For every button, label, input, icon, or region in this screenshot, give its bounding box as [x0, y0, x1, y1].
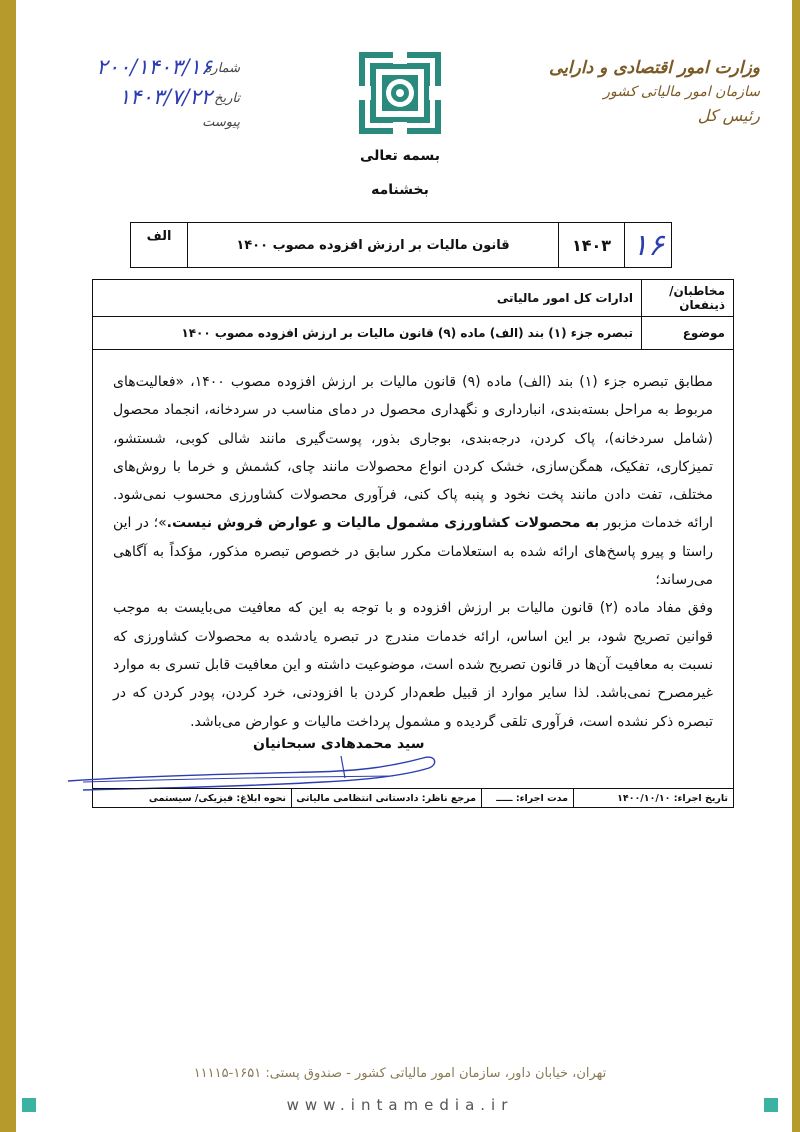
basmala: بسمه تعالی	[359, 148, 441, 164]
paragraph-1-text-end: »؛ در این راستا و پیرو پاسخ‌های ارائه شده به استعلامات مکرر سابق در خصوص تبصره مذکور، مؤکداً به آگاهی می‌رساند؛	[113, 515, 713, 589]
letter-meta	[60, 55, 240, 145]
attachment-row	[60, 115, 240, 145]
postal-address: تهران، خیابان داور، سازمان امور مالیاتی کشور - صندوق پستی: ۱۶۵۱-۱۱۱۱۵	[193, 1066, 607, 1081]
paragraph-1-text: مطابق تبصره جزء (۱) بند (الف) ماده (۹) قانون مالیات بر ارزش افزوده مصوب ۱۴۰۰، «فعالیت‌های مربوط به مراحل بسته‌بندی، انبارداری و نگهداری محصول در دمای مناسب در سردخانه، انجماد محصول (شامل سردخانه)، پاک کردن، درجه‌بندی، بوجاری بذور، پوست‌گیری مانند شالی کوبی، شستشو، تمیزکاری، تفکیک، همگن‌سازی، خشک کردن انواع محصولات مانند چای، کشمش و خرما با روش‌های مختلف، تفت دادن مانند پخت نخود و پنبه پاک کنی، فرآوری محصولات کشاورزی محسوب نمی‌شود. ارائه خدمات مزبور	[113, 374, 713, 532]
paragraph-2: وفق مفاد ماده (۲) قانون مالیات بر ارزش افزوده و با توجه به این که معافیت می‌بایست به موجب قوانین تصریح شود، بر این اساس، ارائه خدمات مندرج در تبصره یادشده به محصولات کشاورزی که نسبت به معافیت آن‌ها در قانون تصریح شده است، موضوعیت داشته و این معافیت قابل تسری به موارد غیرمصرح نمی‌باشد. لذا سایر موارد از قبیل طعم‌دار کردن با افزودنی، خرد کردن، پودر کردن که در تبصره ذکر نشده است، فرآوری تلقی گردیده و مشمول پرداخت مالیات و عوارض می‌باشد.	[113, 600, 714, 730]
subject-row	[93, 317, 733, 350]
number-value: ۲۰۰/۱۴۰۳/۱۶	[96, 55, 212, 79]
number-label: شماره	[204, 61, 240, 76]
supervising-authority: مرجع ناظر: دادستانی انتظامی مالیاتی	[291, 789, 481, 808]
page-border-right	[792, 0, 800, 1132]
execution-date: تاریخ اجراء: ۱۴۰۰/۱۰/۱۰	[573, 789, 733, 808]
circular-title: قانون مالیات بر ارزش افزوده مصوب ۱۴۰۰	[187, 223, 558, 267]
number-row	[60, 55, 240, 85]
recipients-label: مخاطبان/ذینفعان	[641, 280, 733, 316]
circular-body-box	[92, 279, 734, 808]
ministry-name: وزارت امور اقتصادی و دارایی	[549, 58, 760, 78]
paragraph-1	[113, 368, 713, 594]
circular-text	[113, 368, 713, 736]
date-row	[60, 85, 240, 115]
execution-duration: مدت اجراء: ـــــ	[481, 789, 573, 808]
date-label: تاریخ	[214, 91, 240, 106]
date-value: ۱۴۰۳/۷/۲۲	[118, 85, 212, 109]
footer-info-row	[93, 788, 733, 808]
page-border-left	[0, 0, 16, 1132]
paragraph-1-emphasis: به محصولات کشاورزی مشمول مالیات و عوارض فروش نیست.	[166, 515, 600, 532]
notification-method: نحوه ابلاغ: فیزیکی/ سیستمی	[148, 793, 286, 804]
signatory-name: سید محمدهادی سبحانیان	[253, 736, 425, 752]
ministry-header	[540, 58, 760, 125]
circular-category: الف	[146, 229, 172, 244]
corner-square-right	[764, 1098, 778, 1112]
document-type: بخشنامه	[371, 182, 429, 198]
head-title: رئیس کل	[697, 106, 760, 125]
tax-organization-logo	[357, 50, 443, 136]
circular-number: ۱۶	[624, 223, 671, 267]
attachment-label: پیوست	[202, 115, 240, 130]
circular-year: ۱۴۰۳	[558, 223, 624, 267]
subject-label: موضوع	[641, 317, 733, 349]
recipients-value: ادارات کل امور مالیاتی	[496, 291, 633, 305]
organization-name: سازمان امور مالیاتی کشور	[603, 84, 760, 100]
website-url: www.intamedia.ir	[286, 1096, 514, 1114]
recipients-row	[93, 280, 733, 317]
subject-value: تبصره جزء (۱) بند (الف) ماده (۹) قانون مالیات بر ارزش افزوده مصوب ۱۴۰۰	[181, 326, 633, 340]
circular-header-table	[130, 222, 672, 268]
